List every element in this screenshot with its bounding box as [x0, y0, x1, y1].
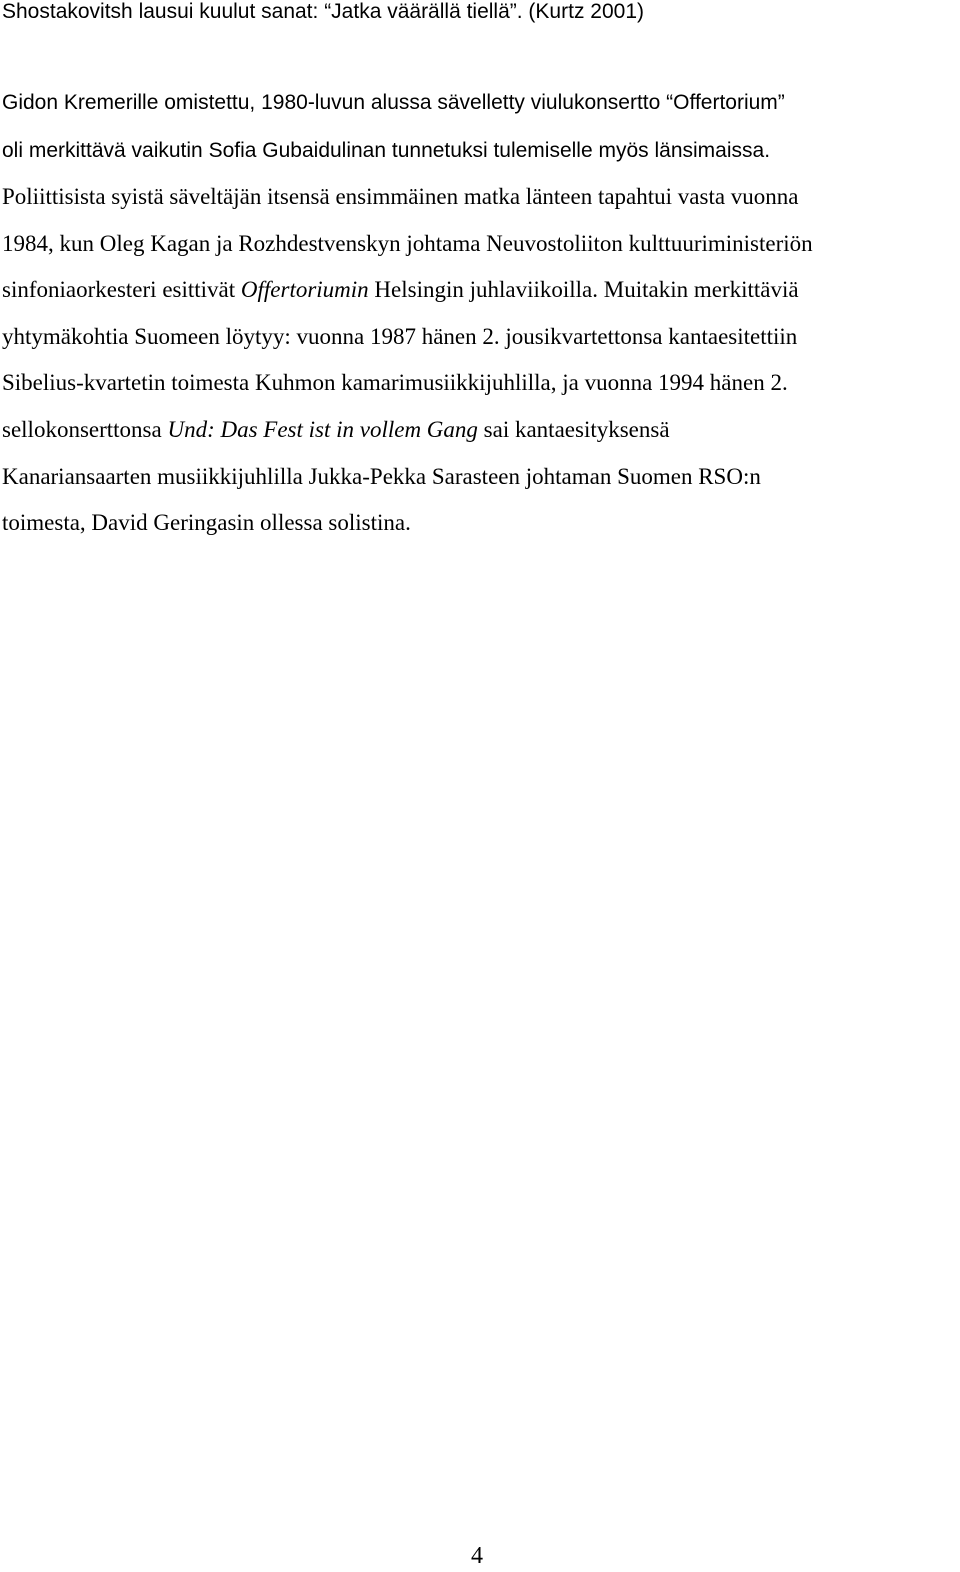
- text-segment: yhtymäkohtia Suomeen löytyy: vuonna 1987 hänen 2. jousikvartettonsa kantaesitettiin: [2, 324, 798, 349]
- text-segment: toimesta, David Geringasin ollessa solistina.: [2, 510, 411, 535]
- page-number: 4: [471, 1543, 483, 1569]
- text-line: [2, 276, 799, 304]
- text-line: [2, 323, 797, 351]
- italic-title: Und: Das Fest ist in vollem Gang: [167, 417, 478, 442]
- text-line: [2, 416, 670, 444]
- text-segment: sai kantaesityksensä: [477, 417, 670, 442]
- text-segment: Kanariansaarten musiikkijuhlilla Jukka-Pekka Sarasteen johtaman Suomen RSO:n: [2, 464, 761, 489]
- text-line: [2, 369, 788, 397]
- text-segment: 1984, kun Oleg Kagan ja Rozhdestvenskyn johtama Neuvostoliiton kulttuuriministeriön: [2, 231, 813, 256]
- text-segment: sellokonserttonsa: [2, 417, 168, 442]
- text-segment: Gidon Kremerille omistettu, 1980-luvun alussa sävelletty viulukonsertto “Offertorium”: [2, 91, 785, 114]
- text-line: [2, 509, 411, 537]
- text-line: [2, 230, 813, 258]
- text-line: [2, 136, 770, 165]
- text-segment: Shostakovitsh lausui kuulut sanat: “Jatka väärällä tiellä”. (Kurtz 2001): [2, 0, 644, 23]
- text-line: [2, 88, 785, 117]
- text-line: [2, 0, 644, 26]
- text-segment: Poliittisista syistä säveltäjän itsensä ensimmäinen matka länteen tapahtui vasta vuonna: [2, 184, 799, 209]
- text-segment: Helsingin juhlaviikoilla. Muitakin merkittäviä: [368, 277, 799, 302]
- text-line: [2, 183, 799, 211]
- text-segment: sinfoniaorkesteri esittivät: [2, 277, 241, 302]
- text-segment: Sibelius-kvartetin toimesta Kuhmon kamarimusiikkijuhlilla, ja vuonna 1994 hänen 2.: [2, 370, 788, 395]
- text-segment: oli merkittävä vaikutin Sofia Gubaidulinan tunnetuksi tulemiselle myös länsimaissa.: [2, 139, 771, 162]
- italic-title: Offertoriumin: [240, 277, 369, 302]
- text-line: [2, 463, 761, 491]
